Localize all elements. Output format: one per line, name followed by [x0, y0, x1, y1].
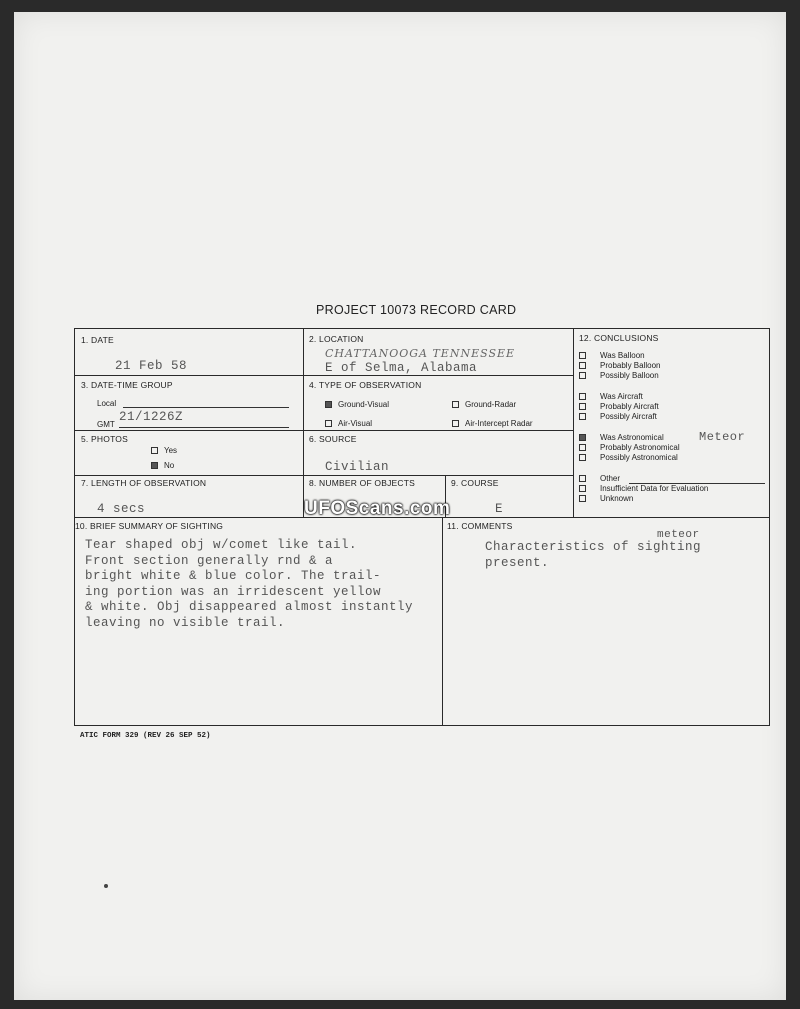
checkbox — [579, 434, 586, 441]
checkbox — [151, 447, 158, 454]
paper-speck — [104, 884, 108, 888]
form-id: ATIC FORM 329 (REV 26 SEP 52) — [80, 732, 211, 740]
gmt-line — [119, 427, 289, 428]
conclusion-item — [579, 433, 664, 442]
checkbox — [325, 420, 332, 427]
local-line — [123, 407, 289, 408]
conclusion-item — [579, 474, 620, 483]
conclusion-note: Meteor — [699, 430, 746, 444]
comments-text — [485, 540, 701, 571]
source-value: Civilian — [325, 460, 390, 474]
obs-ground-visual-label: Ground-Visual — [338, 400, 389, 409]
divider-summary-comments — [442, 517, 443, 725]
checkbox — [579, 372, 586, 379]
conclusion-item — [579, 494, 633, 503]
checkbox — [579, 352, 586, 359]
checkbox — [579, 475, 586, 482]
conclusion-item — [579, 484, 708, 493]
row-line-2 — [75, 430, 573, 431]
checkbox — [452, 420, 459, 427]
conclusion-label: Was Aircraft — [600, 392, 643, 401]
row-line-1 — [75, 375, 573, 376]
checkbox — [579, 362, 586, 369]
divider-col-conclusions — [573, 329, 574, 517]
summary-line: ing portion was an irridescent yellow — [85, 584, 382, 599]
course-label: 9. COURSE — [451, 478, 499, 488]
local-label: Local — [97, 399, 117, 408]
checkbox — [579, 495, 586, 502]
summary-label: 10. BRIEF SUMMARY OF SIGHTING — [75, 521, 224, 531]
conclusion-label: Probably Aircraft — [600, 402, 659, 411]
conclusion-label: Possibly Astronomical — [600, 453, 678, 462]
location-value: E of Selma, Alabama — [325, 361, 478, 375]
checkbox — [452, 401, 459, 408]
row-line-3 — [75, 475, 573, 476]
conclusion-item — [579, 351, 645, 360]
photos-yes-label: Yes — [164, 446, 178, 455]
card-title: PROJECT 10073 RECORD CARD — [316, 303, 517, 317]
photos-yes — [151, 446, 177, 455]
conclusion-item — [579, 361, 660, 370]
divider-col-1 — [303, 329, 304, 517]
conclusion-label: Other — [600, 474, 621, 483]
conclusion-item — [579, 392, 643, 401]
summary-line: bright white & blue color. The trail- — [85, 569, 382, 583]
length-value: 4 secs — [97, 502, 146, 516]
comments-label: 11. COMMENTS — [447, 521, 513, 531]
obs-air-intercept-radar — [452, 419, 533, 428]
type-label: 4. TYPE OF OBSERVATION — [309, 380, 422, 390]
obs-ground-radar — [452, 400, 516, 409]
location-label: 2. LOCATION — [309, 334, 364, 344]
summary-text — [85, 538, 413, 631]
summary-line: Front section generally rnd & a — [85, 553, 334, 568]
dtg-label: 3. DATE-TIME GROUP — [81, 380, 173, 390]
checkbox — [325, 401, 332, 408]
obs-ground-visual — [325, 400, 389, 409]
conclusion-item — [579, 453, 678, 462]
conclusion-item — [579, 412, 657, 421]
obs-air-intercept-radar-label: Air-Intercept Radar — [465, 419, 533, 428]
obs-air-visual-label: Air-Visual — [338, 419, 373, 428]
conclusion-label: Insufficient Data for Evaluation — [600, 484, 709, 493]
gmt-label: GMT — [97, 420, 115, 429]
conclusion-label: Probably Astronomical — [600, 443, 680, 452]
conclusions-label: 12. CONCLUSIONS — [579, 333, 659, 343]
checkbox — [579, 393, 586, 400]
checkbox — [151, 462, 158, 469]
checkbox — [579, 485, 586, 492]
conclusion-label: Possibly Balloon — [600, 371, 659, 380]
summary-line: leaving no visible trail. — [85, 615, 286, 630]
objects-label: 8. NUMBER OF OBJECTS — [309, 478, 416, 488]
photos-no — [151, 461, 174, 470]
other-line — [629, 483, 765, 484]
conclusion-label: Was Astronomical — [600, 433, 664, 442]
obs-ground-radar-label: Ground-Radar — [465, 400, 517, 409]
photos-label: 5. PHOTOS — [81, 434, 128, 444]
course-value: E — [495, 502, 504, 516]
comments-line: present. — [485, 555, 550, 570]
conclusion-label: Probably Balloon — [600, 361, 661, 370]
obs-air-visual — [325, 419, 372, 428]
conclusion-label: Was Balloon — [600, 351, 645, 360]
source-label: 6. SOURCE — [309, 434, 357, 444]
comments-insert: meteor — [657, 529, 700, 541]
summary-line: & white. Obj disappeared almost instantly — [85, 600, 414, 614]
conclusion-label: Unknown — [600, 494, 634, 503]
conclusion-item — [579, 371, 659, 380]
comments-line: Characteristics of sighting — [485, 540, 702, 554]
location-handwritten: CHATTANOOGA TENNESSEE — [325, 347, 516, 360]
checkbox — [579, 444, 586, 451]
date-label: 1. DATE — [81, 335, 114, 345]
gmt-value: 21/1226Z — [119, 410, 184, 424]
length-label: 7. LENGTH OF OBSERVATION — [81, 478, 207, 488]
conclusion-item — [579, 402, 659, 411]
checkbox — [579, 454, 586, 461]
watermark: UFOScans.com — [304, 498, 451, 519]
checkbox — [579, 413, 586, 420]
conclusion-label: Possibly Aircraft — [600, 412, 657, 421]
conclusion-item — [579, 443, 680, 452]
photos-no-label: No — [164, 461, 175, 470]
record-card-form — [74, 328, 770, 726]
date-value: 21 Feb 58 — [115, 359, 188, 373]
checkbox — [579, 403, 586, 410]
summary-line: Tear shaped obj w/comet like tail. — [85, 538, 358, 552]
